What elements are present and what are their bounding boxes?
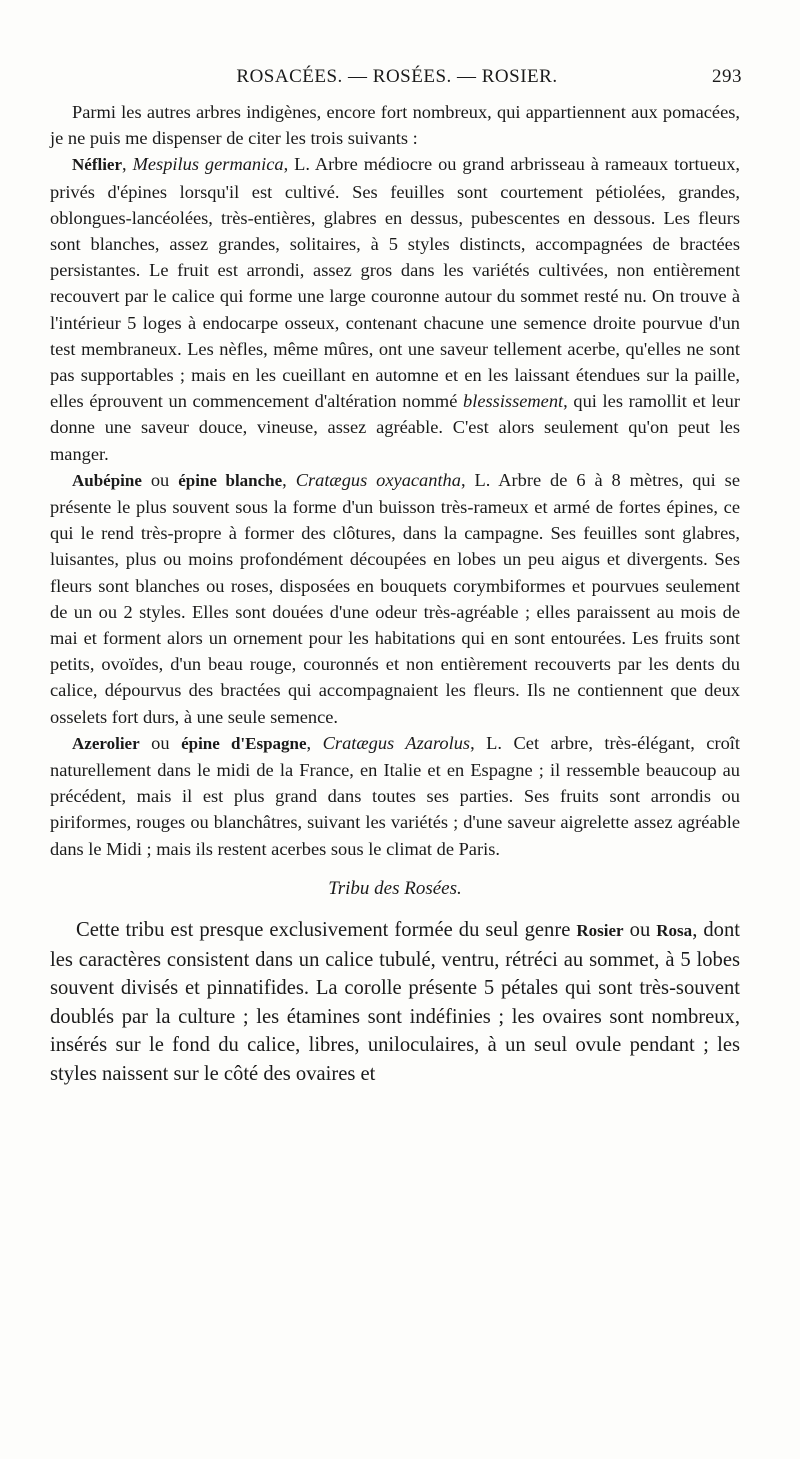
connector: ou [623,919,657,942]
page-number: 293 [712,66,742,87]
entry-description-end: , qui les ramollit et leur donne une saveur douce, vineuse, assez agréable. C'est alors seulement qu'on peut les manger. [50,391,740,464]
section-text-start: Cette tribu est presque exclusivement formée du seul genre [76,919,577,942]
entry-name: Néflier [72,155,123,175]
entry-name-alt: épine blanche [178,470,283,490]
separator: , [306,732,323,753]
italic-term: blessissement [463,391,564,412]
entry-aubepine [50,467,740,730]
latin-name: Cratægus Azarolus [322,732,471,753]
author-abbrev: , L. [470,732,503,753]
connector: ou [141,469,179,490]
entry-description: Cet arbre, très-élégant, croît naturellement dans le midi de la France, en Italie et en Espagne ; il ressemble beaucoup au précédent, mais il est plus grand dans toutes ses parties. Ses fruits sont arrondis ou piriformes, rouges ou blanchâtres, suivant les variétés ; d'une saveur aigrelette assez agréable dans le Midi ; mais ils restent acerbes sous le climat de Paris. [50,732,741,859]
entry-name-alt: épine d'Espagne [181,733,307,753]
connector: ou [139,732,182,753]
entry-name: Aubépine [72,470,142,490]
author-abbrev: , L. [460,469,491,490]
section-paragraph [50,916,740,1089]
intro-paragraph [50,99,740,151]
running-head [52,66,742,96]
genus-name: Rosier [576,921,624,941]
entry-description: Arbre médiocre ou grand arbrisseau à rameaux tortueux, privés d'épines lorsqu'il est cultivé. Ses feuilles sont courtement pétiolées, grandes, oblongues-lancéolées, très-entières, glabres en dessus, pubescentes en dessous. Les fleurs sont blanches, assez grandes, solitaires, à 5 styles distincts, accompagnées de bractées persistantes. Le fruit est arrondi, assez gros dans les variétés cultivées, non entièrement recouvert par le calice qui forme une large couronne autour du sommet resté nu. On trouve à l'intérieur 5 loges à endocarpe osseux, contenant chacune une semence droite pourvue d'un test membraneux. Les nèfles, même mûres, ont une saveur tellement acerbe, qu'elles ne sont pas supportables ; mais en les cueillant en automne et en les laissant étendues sur la paille, elles éprouvent un commencement d'altération nommé [50,154,740,412]
entry-neflier [50,151,740,466]
intro-text: Parmi les autres arbres indigènes, encore fort nombreux, qui appartiennent aux pomacées, je ne puis me dispenser de citer les trois suivants : [50,102,740,149]
entry-description: Arbre de 6 à 8 mètres, qui se présente le plus souvent sous la forme d'un buisson très-rameux et armé de fortes épines, ce qui le rend très-propre à former des clôtures, dans la campagne. Ses feuilles sont glabres, luisantes, plus ou moins profondément découpées en lobes un peu aigus et divergents. Ses fleurs sont blanches ou roses, disposées en bouquets corymbiformes et pourvues seulement de un ou 2 styles. Elles sont douées d'une odeur très-agréable ; elles paraissent au mois de mai et forment alors un ornement pour les habitations qui en sont entourées. Les fruits sont petits, ovoïdes, d'un beau rouge, couronnés et non entièrement recouverts par les dents du calice, dépourvus des bractées qui accompagnaient les fleurs. Ils ne contiennent que deux osselets fort durs, à une seule semence. [50,469,740,727]
latin-name: Cratægus oxyacantha [295,469,461,490]
entry-azerolier [50,730,740,862]
running-title: ROSACÉES. — ROSÉES. — ROSIER. [236,66,558,87]
genus-name-latin: Rosa [656,921,693,941]
latin-name: Mespilus germanica [132,154,284,175]
separator: , [122,154,133,175]
separator: , [282,469,296,490]
section-text-end: , dont les caractères consistent dans un calice tubulé, ventru, rétréci au sommet, à 5 lobes souvent divisés et pinnatifides. La corolle présente 5 pétales qui sont très-souvent doublés par la culture ; les étamines sont indéfinies ; les ovaires sont nombreux, insérés sur le fond du calice, libres, uniloculaires, à un seul ovule pendant ; les styles naissent sur le côté des ovaires et [50,919,740,1086]
body-text [50,99,740,1089]
author-abbrev: , L. [283,154,310,175]
section-heading: Tribu des Rosées. [328,877,462,899]
entry-name: Azerolier [72,733,140,753]
